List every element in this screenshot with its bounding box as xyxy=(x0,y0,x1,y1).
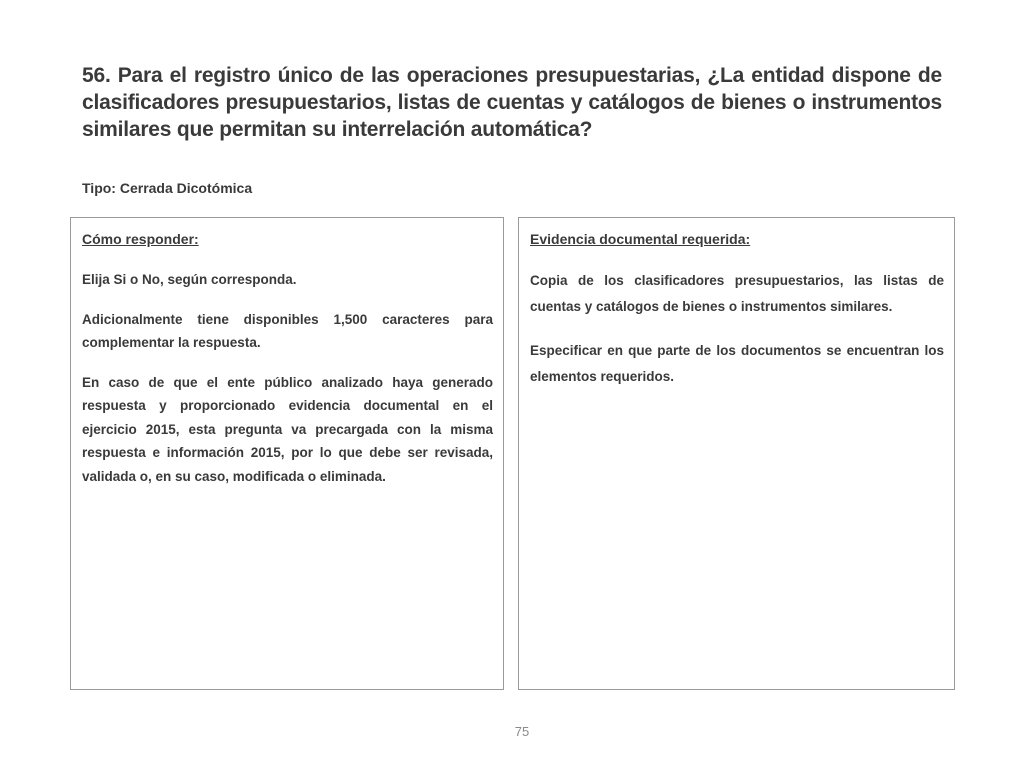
how-to-answer-paragraph: En caso de que el ente público analizado haya generado respuesta y proporcionado evidencia documental en el ejercicio 2015, esta pregunta va precargada con la misma respuesta e información 2015, por lo que debe ser revisada, validada o, en su caso, modificada o eliminada. xyxy=(82,374,493,484)
how-to-answer-panel xyxy=(70,217,504,690)
evidence-paragraph: Copia de los clasificadores presupuestarios, las listas de cuentas y catálogos de bienes o instrumentos similares. xyxy=(530,273,944,314)
how-to-answer-heading: Cómo responder: xyxy=(82,231,199,247)
question-type: Tipo: Cerrada Dicotómica xyxy=(82,180,253,196)
evidence-panel xyxy=(518,217,955,690)
how-to-answer-paragraph: Elija Si o No, según corresponda. xyxy=(82,272,297,287)
how-to-answer-paragraph: Adicionalmente tiene disponibles 1,500 caracteres para complementar la respuesta. xyxy=(82,311,493,350)
evidence-paragraph: Especificar en que parte de los documentos se encuentran los elementos requeridos. xyxy=(530,343,944,384)
evidence-heading: Evidencia documental requerida: xyxy=(530,231,751,247)
question-title: 56. Para el registro único de las operaciones presupuestarias, ¿La entidad dispone de clasificadores presupuestarios, listas de cuentas y catálogos de bienes o instrumentos similares que permitan su interrelación automática? xyxy=(82,64,942,141)
page-number: 75 xyxy=(514,724,530,739)
